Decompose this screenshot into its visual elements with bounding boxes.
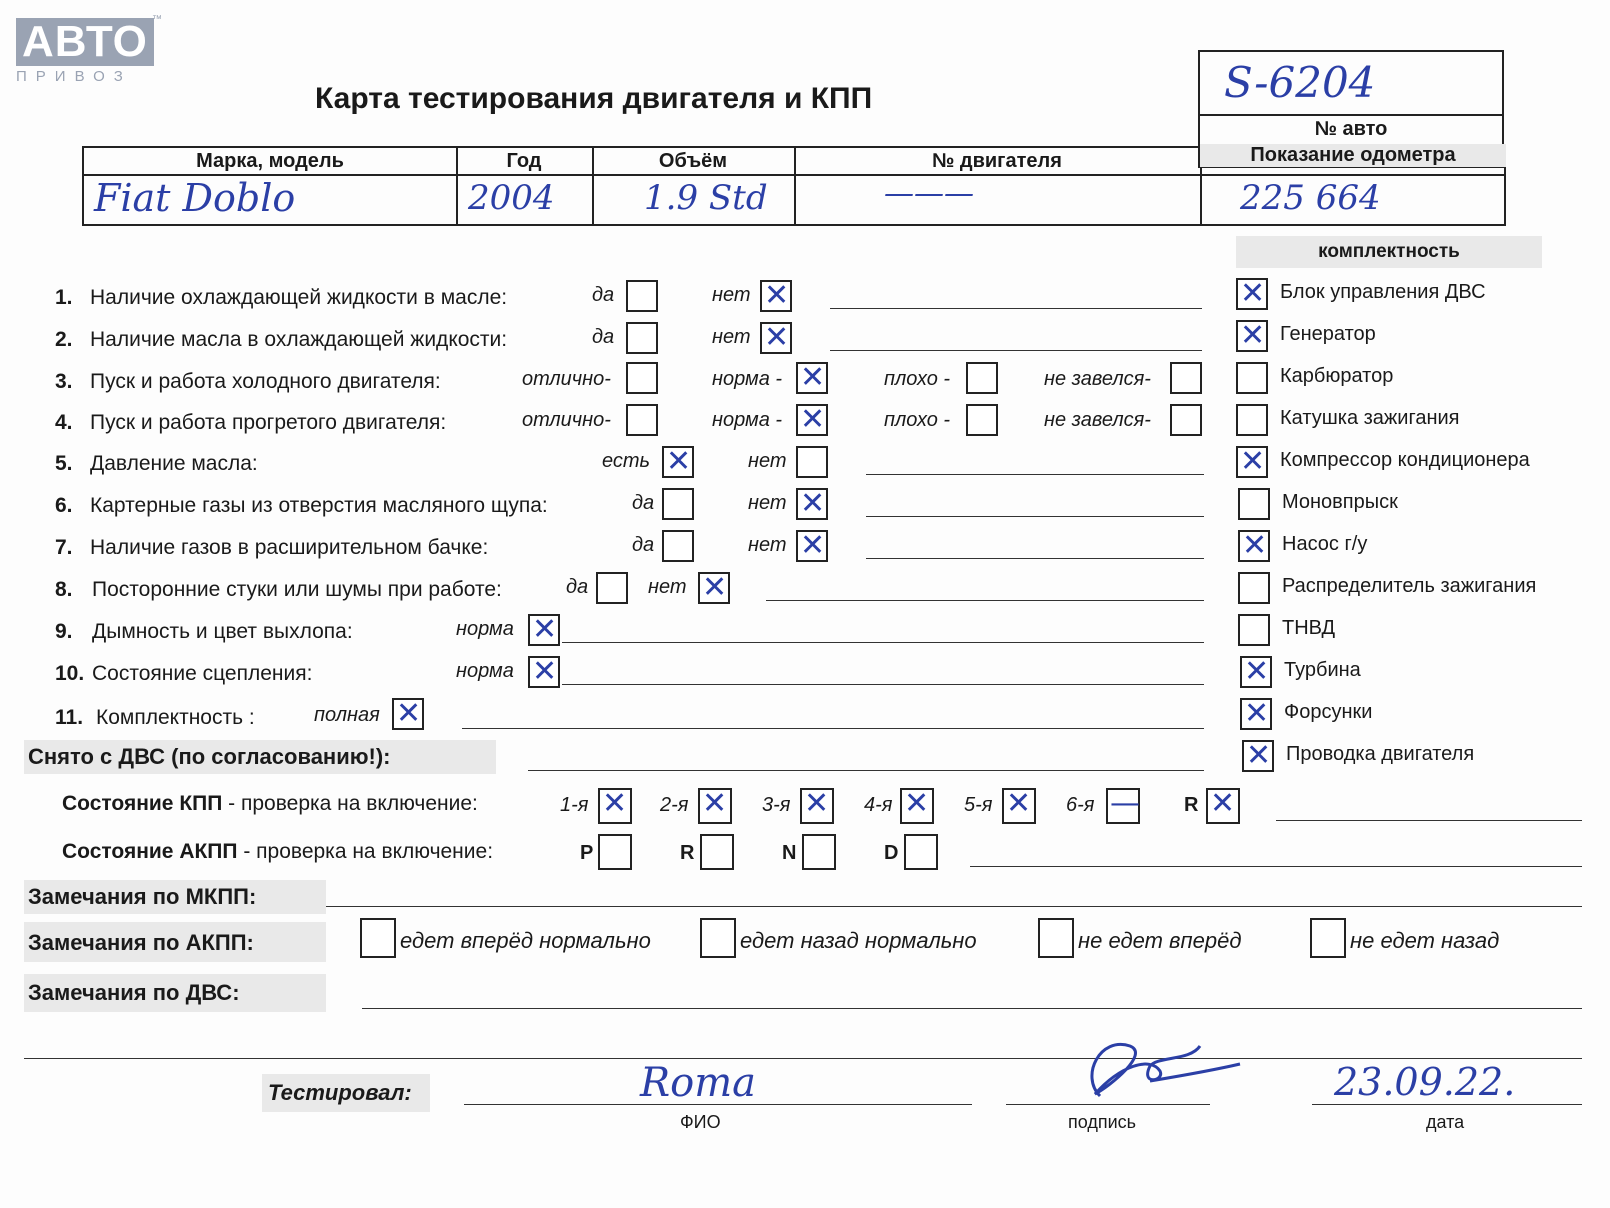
q9-text: Дымность и цвет выхлопа: (92, 620, 353, 643)
kpp-gear-checkbox[interactable] (800, 788, 834, 824)
q3-no-start-checkbox[interactable] (1170, 362, 1202, 394)
q3-text: Пуск и работа холодного двигателя: (90, 370, 441, 393)
komplekt-item-label: Блок управления ДВС (1280, 281, 1486, 303)
date-line (1312, 1104, 1582, 1105)
removed-note-line (528, 770, 1204, 771)
volume-value: 1.9 Std (644, 178, 768, 218)
vehicle-info-table (82, 146, 1506, 226)
q1-opt-no: нет (712, 284, 751, 306)
komplekt-checkbox[interactable] (1236, 320, 1268, 352)
q6-opt-no: нет (748, 492, 787, 514)
q4-no-start-checkbox[interactable] (1170, 404, 1202, 436)
signature-line (1006, 1104, 1210, 1105)
q8-opt-no: нет (648, 576, 687, 598)
signature-label: подпись (1068, 1112, 1137, 1132)
check-mark-icon: ✕ (1240, 276, 1266, 311)
check-mark-icon: ✕ (1244, 654, 1270, 689)
check-mark-icon: ✕ (764, 278, 790, 313)
q4-opt-bad: плохо - (884, 409, 951, 431)
q3-opt-bad: плохо - (884, 368, 951, 390)
q11-opt-full: полная (314, 704, 380, 726)
komplekt-item-label: Форсунки (1284, 701, 1373, 723)
q4-opt-normal: норма - (712, 409, 783, 431)
q9-number: 9. (55, 620, 73, 643)
kpp-gear-label: 1-я (560, 794, 589, 816)
q6-number: 6. (55, 494, 73, 517)
q10-text: Состояние сцепления: (92, 662, 313, 685)
logo-sub: ПРИВОЗ (16, 68, 132, 85)
akpp-label (62, 840, 493, 864)
kpp-gear-label: 4-я (864, 794, 893, 816)
check-mark-icon: ✕ (800, 528, 826, 563)
komplekt-item-label: Проводка двигателя (1286, 743, 1475, 765)
q7-note-line (866, 558, 1204, 559)
q1-yes-checkbox[interactable] (626, 280, 658, 312)
q5-number: 5. (55, 452, 73, 475)
remarks-mkpp-label: Замечания по МКПП: (28, 884, 257, 909)
q4-normal-checkbox[interactable] (796, 404, 828, 436)
komplekt-checkbox[interactable] (1242, 740, 1274, 772)
check-mark-icon: ✕ (666, 444, 692, 479)
check-mark-icon: ✕ (1006, 786, 1032, 821)
komplekt-item-label: Генератор (1280, 323, 1376, 345)
komplekt-checkbox[interactable] (1240, 698, 1272, 730)
remarks-dvs-label: Замечания по ДВС: (28, 980, 240, 1005)
komplekt-item-label: Компрессор кондиционера (1280, 449, 1530, 471)
car-number-label: № авто (1314, 118, 1388, 140)
check-mark-icon: ✕ (800, 486, 826, 521)
akpp-remark-checkbox[interactable] (700, 918, 736, 958)
dash-mark-icon: — (1110, 786, 1140, 821)
akpp-mode-checkbox[interactable] (700, 834, 734, 870)
q3-number: 3. (55, 370, 73, 393)
akpp-remark-option-label: едет вперёд нормально (400, 928, 651, 953)
q8-opt-yes: да (566, 576, 589, 598)
q5-note-line (866, 474, 1204, 475)
akpp-remark-option-label: не едет вперёд (1078, 928, 1242, 953)
q2-text: Наличие масла в охлаждающей жидкости: (90, 328, 508, 351)
q8-yes-checkbox[interactable] (596, 572, 628, 604)
kpp-gear-label: R (1184, 794, 1199, 816)
engine-no-value: ——— (884, 176, 974, 211)
check-mark-icon: ✕ (532, 612, 558, 647)
q2-no-checkbox[interactable] (760, 322, 792, 354)
q10-note-line (562, 684, 1204, 685)
kpp-gear-checkbox[interactable] (1206, 788, 1240, 824)
check-mark-icon: ✕ (1242, 528, 1268, 563)
komplekt-checkbox[interactable] (1236, 278, 1268, 310)
komplekt-checkbox[interactable] (1236, 446, 1268, 478)
q10-normal-checkbox[interactable] (528, 656, 560, 688)
q5-opt-yes: есть (602, 450, 651, 472)
kpp-gear-label: 2-я (660, 794, 689, 816)
check-mark-icon: ✕ (396, 696, 422, 731)
date-value: 23.09.22. (1334, 1060, 1516, 1104)
komplekt-checkbox[interactable] (1238, 530, 1270, 562)
year-value: 2004 (468, 178, 555, 218)
q5-text: Давление масла: (90, 452, 258, 475)
akpp-mode-checkbox[interactable] (802, 834, 836, 870)
q8-number: 8. (55, 578, 73, 601)
kpp-label (62, 792, 478, 816)
q9-opt-normal: норма (456, 618, 514, 640)
remarks-dvs-line[interactable] (362, 1008, 1582, 1009)
check-mark-icon: ✕ (1240, 318, 1266, 353)
akpp-mode-label: N (782, 842, 797, 864)
komplekt-item-label: Моновпрыск (1282, 491, 1398, 513)
check-mark-icon: ✕ (702, 570, 728, 605)
q7-opt-yes: да (632, 534, 655, 556)
remarks-dvs-line-2[interactable] (24, 1058, 1582, 1059)
kpp-note-line (1276, 820, 1582, 821)
akpp-note-line (970, 866, 1582, 867)
check-mark-icon: ✕ (800, 402, 826, 437)
q3-bad-checkbox[interactable] (966, 362, 998, 394)
akpp-remark-option-label: не едет назад (1350, 928, 1500, 953)
kpp-gear-checkbox[interactable] (598, 788, 632, 824)
check-mark-icon: ✕ (904, 786, 930, 821)
akpp-mode-label: P (580, 842, 594, 864)
make-value: Fiat Doblo (94, 176, 296, 220)
kpp-gear-label: 6-я (1066, 794, 1095, 816)
q8-no-checkbox[interactable] (698, 572, 730, 604)
q5-yes-checkbox[interactable] (662, 446, 694, 478)
q7-opt-no: нет (748, 534, 787, 556)
q5-no-checkbox[interactable] (796, 446, 828, 478)
q11-note-line (462, 728, 1204, 729)
komplekt-checkbox[interactable] (1236, 362, 1268, 394)
fio-line (464, 1104, 972, 1105)
komplekt-item-label: ТНВД (1282, 617, 1336, 639)
komplekt-checkbox[interactable] (1236, 404, 1268, 436)
q3-opt-normal: норма - (712, 368, 783, 390)
akpp-remark-option-label: едет назад нормально (740, 928, 977, 953)
q1-number: 1. (55, 286, 73, 309)
logo-main: АВТО (16, 18, 154, 66)
kpp-gear-checkbox[interactable] (1106, 788, 1140, 824)
kpp-gear-label: 5-я (964, 794, 993, 816)
q11-text: Комплектность : (96, 706, 255, 729)
q10-number: 10. (55, 662, 85, 685)
komplekt-title: комплектность (1318, 241, 1460, 262)
q3-opt-no-start: не завелся- (1044, 368, 1151, 390)
q7-number: 7. (55, 536, 73, 559)
col-engine-no-header: № двигателя (932, 150, 1062, 172)
q7-text: Наличие газов в расширительном бачке: (90, 536, 489, 559)
q6-opt-yes: да (632, 492, 655, 514)
komplekt-item-label: Катушка зажигания (1280, 407, 1460, 429)
check-mark-icon: ✕ (764, 320, 790, 355)
check-mark-icon: ✕ (702, 786, 728, 821)
q6-no-checkbox[interactable] (796, 488, 828, 520)
logo-tm: ™ (152, 14, 162, 25)
remarks-akpp-label: Замечания по АКПП: (28, 930, 254, 955)
q6-text: Картерные газы из отверстия масляного щупа: (90, 494, 548, 517)
check-mark-icon: ✕ (800, 360, 826, 395)
komplekt-item-label: Распределитель зажигания (1282, 575, 1537, 597)
q4-excellent-checkbox[interactable] (626, 404, 658, 436)
q1-no-checkbox[interactable] (760, 280, 792, 312)
q7-no-checkbox[interactable] (796, 530, 828, 562)
kpp-label-rest: - проверка на включение: (222, 792, 478, 815)
remarks-mkpp-line[interactable] (326, 906, 1582, 907)
q3-normal-checkbox[interactable] (796, 362, 828, 394)
q10-opt-normal: норма (456, 660, 514, 682)
col-year-header: Год (506, 150, 542, 172)
q6-note-line (866, 516, 1204, 517)
kpp-gear-checkbox[interactable] (900, 788, 934, 824)
tester-name: Roma (640, 1060, 756, 1106)
q4-opt-no-start: не завелся- (1044, 409, 1151, 431)
komplekt-checkbox[interactable] (1238, 614, 1270, 646)
kpp-label-bold: Состояние КПП (62, 792, 223, 815)
avtoprivoz-logo (16, 18, 154, 85)
q1-opt-yes: да (592, 284, 615, 306)
check-mark-icon: ✕ (1210, 786, 1236, 821)
check-mark-icon: ✕ (804, 786, 830, 821)
q4-text: Пуск и работа прогретого двигателя: (90, 411, 447, 434)
q2-note-line (830, 350, 1202, 351)
odometer-value: 225 664 (1240, 178, 1381, 218)
q11-full-checkbox[interactable] (392, 698, 424, 730)
komplekt-item-label: Насос г/у (1282, 533, 1368, 555)
komplekt-checkbox[interactable] (1240, 656, 1272, 688)
q9-normal-checkbox[interactable] (528, 614, 560, 646)
q4-bad-checkbox[interactable] (966, 404, 998, 436)
page-title: Карта тестирования двигателя и КПП (315, 82, 873, 115)
akpp-mode-label: R (680, 842, 695, 864)
q2-opt-no: нет (712, 326, 751, 348)
kpp-gear-checkbox[interactable] (1002, 788, 1036, 824)
q5-opt-no: нет (748, 450, 787, 472)
q3-excellent-checkbox[interactable] (626, 362, 658, 394)
check-mark-icon: ✕ (1240, 444, 1266, 479)
col-volume-header: Объём (658, 150, 728, 172)
akpp-remark-checkbox[interactable] (360, 918, 396, 958)
check-mark-icon: ✕ (1244, 696, 1270, 731)
kpp-gear-label: 3-я (762, 794, 791, 816)
q2-number: 2. (55, 328, 73, 351)
akpp-mode-checkbox[interactable] (904, 834, 938, 870)
akpp-mode-checkbox[interactable] (598, 834, 632, 870)
akpp-remark-checkbox[interactable] (1038, 918, 1074, 958)
q3-opt-excellent: отлично- (522, 368, 611, 390)
q2-yes-checkbox[interactable] (626, 322, 658, 354)
q2-opt-yes: да (592, 326, 615, 348)
date-label: дата (1426, 1112, 1465, 1132)
q1-note-line (830, 308, 1202, 309)
col-make-header: Марка, модель (196, 150, 344, 172)
kpp-gear-checkbox[interactable] (698, 788, 732, 824)
akpp-label-bold: Состояние АКПП (62, 840, 238, 863)
col-odometer-header: Показание одометра (1200, 144, 1506, 167)
signature-image (1040, 1026, 1260, 1116)
tested-label: Тестировал: (268, 1080, 412, 1105)
check-mark-icon: ✕ (532, 654, 558, 689)
check-mark-icon: ✕ (1246, 738, 1272, 773)
q4-opt-excellent: отлично- (522, 409, 611, 431)
q7-yes-checkbox[interactable] (662, 530, 694, 562)
car-number-value: S-6204 (1224, 58, 1376, 107)
komplekt-item-label: Карбюратор (1280, 365, 1394, 387)
komplekt-checkbox[interactable] (1238, 572, 1270, 604)
akpp-mode-label: D (884, 842, 899, 864)
q1-text: Наличие охлаждающей жидкости в масле: (90, 286, 508, 309)
akpp-remark-checkbox[interactable] (1310, 918, 1346, 958)
akpp-label-rest: - проверка на включение: (237, 840, 494, 863)
q8-text: Посторонние стуки или шумы при работе: (92, 578, 502, 601)
q11-number: 11. (55, 706, 84, 729)
q8-note-line (766, 600, 1204, 601)
komplekt-checkbox[interactable] (1238, 488, 1270, 520)
removed-label: Снято с ДВС (по согласованию!): (28, 744, 391, 769)
fio-label: ФИО (680, 1112, 721, 1132)
komplekt-item-label: Турбина (1284, 659, 1361, 681)
q6-yes-checkbox[interactable] (662, 488, 694, 520)
check-mark-icon: ✕ (602, 786, 628, 821)
q4-number: 4. (55, 411, 73, 434)
q9-note-line (562, 642, 1204, 643)
